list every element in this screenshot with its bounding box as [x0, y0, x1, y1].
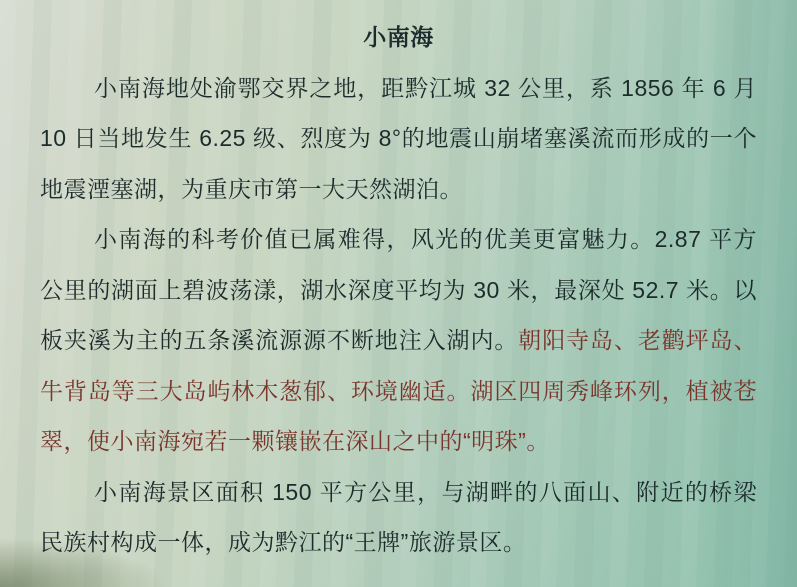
- paragraph-1: [40, 63, 757, 215]
- page-title: 小南海: [363, 24, 434, 50]
- paragraph-2: [40, 214, 757, 467]
- paragraph-3-text: 小南海景区面积 150 平方公里，与湖畔的八面山、附近的桥梁民族村构成一体，成为黔江的“王牌”旅游景区。: [40, 478, 757, 555]
- paragraph-3: [40, 467, 757, 568]
- paragraph-2-text-dark: 小南海的科考价值已属难得，风光的优美更富魅力。2.87 平方公里的湖面上碧波荡漾，湖水深度平均为 30 米，最深处 52.7 米。以板夹溪为主的五条溪流源源不断地注入湖内。: [40, 226, 757, 353]
- paragraph-2-text-highlight: 朝阳寺岛、老鹳坪岛、牛背岛等三大岛屿林木葱郁、环境幽适。湖区四周秀峰环列，植被苍翠，使小南海宛若一颗镶嵌在深山之中的“明珠”。: [40, 327, 758, 454]
- paragraph-1-text: 小南海地处渝鄂交界之地，距黔江城 32 公里，系 1856 年 6 月 10 日当地发生 6.25 级、烈度为 8°的地震山崩堵塞溪流而形成的一个地震湮塞湖，为重庆市第一大天然湖泊。: [40, 74, 757, 202]
